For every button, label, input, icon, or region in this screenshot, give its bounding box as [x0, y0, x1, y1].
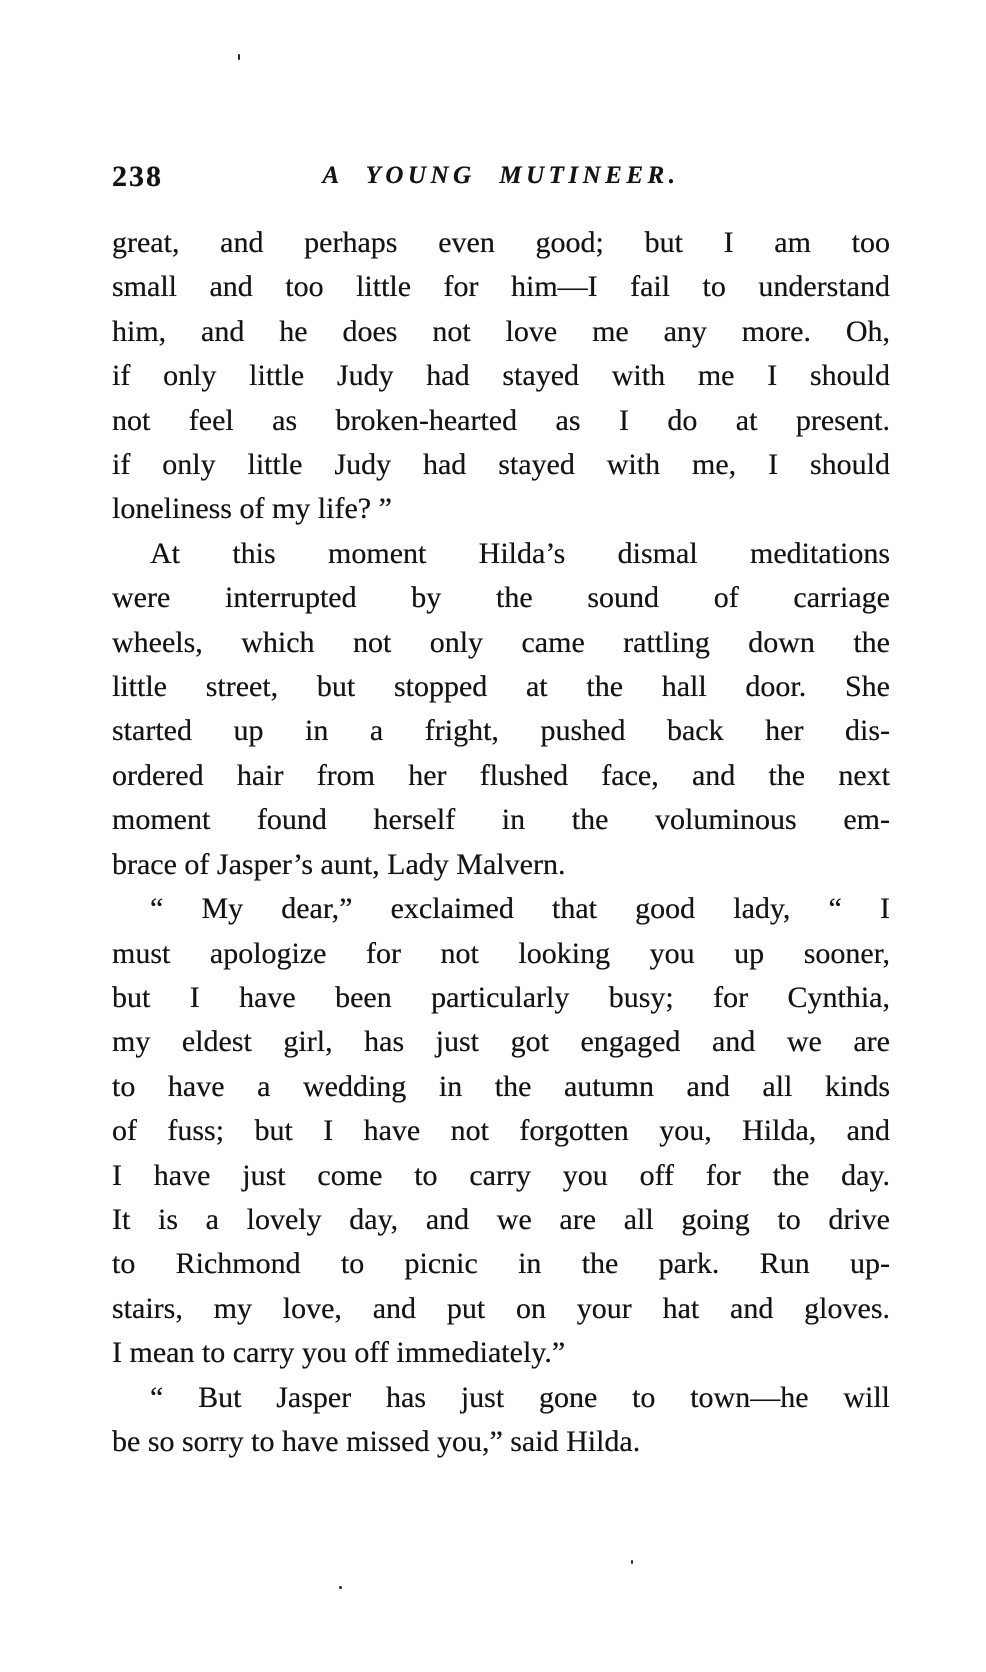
text-line: if only little Judy had stayed with me I should	[112, 359, 890, 393]
text-line: to have a wedding in the autumn and all kinds	[112, 1069, 890, 1103]
text-line: great, and perhaps even good; but I am too	[112, 226, 890, 259]
page-number: 238	[112, 160, 163, 193]
scan-speck-top	[238, 54, 240, 60]
scan-speck-bottom-left	[339, 1586, 342, 1589]
text-line: of fuss; but I have not forgotten you, Hilda, and	[112, 1114, 890, 1148]
text-line: At this moment Hilda’s dismal meditations	[150, 536, 890, 570]
text-line: my eldest girl, has just got engaged and we are	[112, 1025, 890, 1059]
text-line: wheels, which not only came rattling down the	[112, 625, 890, 659]
text-line: him, and he does not love me any more. Oh,	[112, 314, 890, 348]
text-line: I have just come to carry you off for the day.	[112, 1158, 890, 1192]
text-line: if only little Judy had stayed with me, I should	[112, 448, 890, 482]
text-line: but I have been particularly busy; for Cynthia,	[112, 980, 890, 1014]
text-line: small and too little for him—I fail to understand	[112, 270, 890, 304]
text-line: must apologize for not looking you up sooner,	[112, 936, 890, 970]
text-line: “ My dear,” exclaimed that good lady, “ I	[150, 892, 890, 926]
text-line: were interrupted by the sound of carriage	[112, 581, 890, 615]
text-line: “ But Jasper has just gone to town—he will	[150, 1380, 890, 1414]
text-line: moment found herself in the voluminous em-	[112, 803, 890, 837]
text-line: to Richmond to picnic in the park. Run up-	[112, 1247, 890, 1281]
text-line: be so sorry to have missed you,” said Hilda.	[112, 1424, 641, 1458]
running-title: A YOUNG MUTINEER.	[322, 162, 680, 189]
running-head	[112, 158, 890, 194]
text-line: brace of Jasper’s aunt, Lady Malvern.	[112, 847, 566, 881]
text-line: It is a lovely day, and we are all going to drive	[112, 1202, 890, 1236]
text-line: loneliness of my life? ”	[112, 492, 392, 526]
scan-speck-bottom-right	[631, 1560, 633, 1564]
text-line: started up in a fright, pushed back her dis-	[112, 714, 890, 748]
text-line: I mean to carry you off immediately.”	[112, 1336, 566, 1370]
text-line: little street, but stopped at the hall door. She	[112, 670, 890, 704]
text-line: not feel as broken-hearted as I do at present.	[112, 403, 890, 437]
text-line: stairs, my love, and put on your hat and gloves.	[112, 1291, 890, 1325]
text-line: ordered hair from her flushed face, and the next	[112, 758, 890, 792]
body-text	[112, 221, 890, 1464]
